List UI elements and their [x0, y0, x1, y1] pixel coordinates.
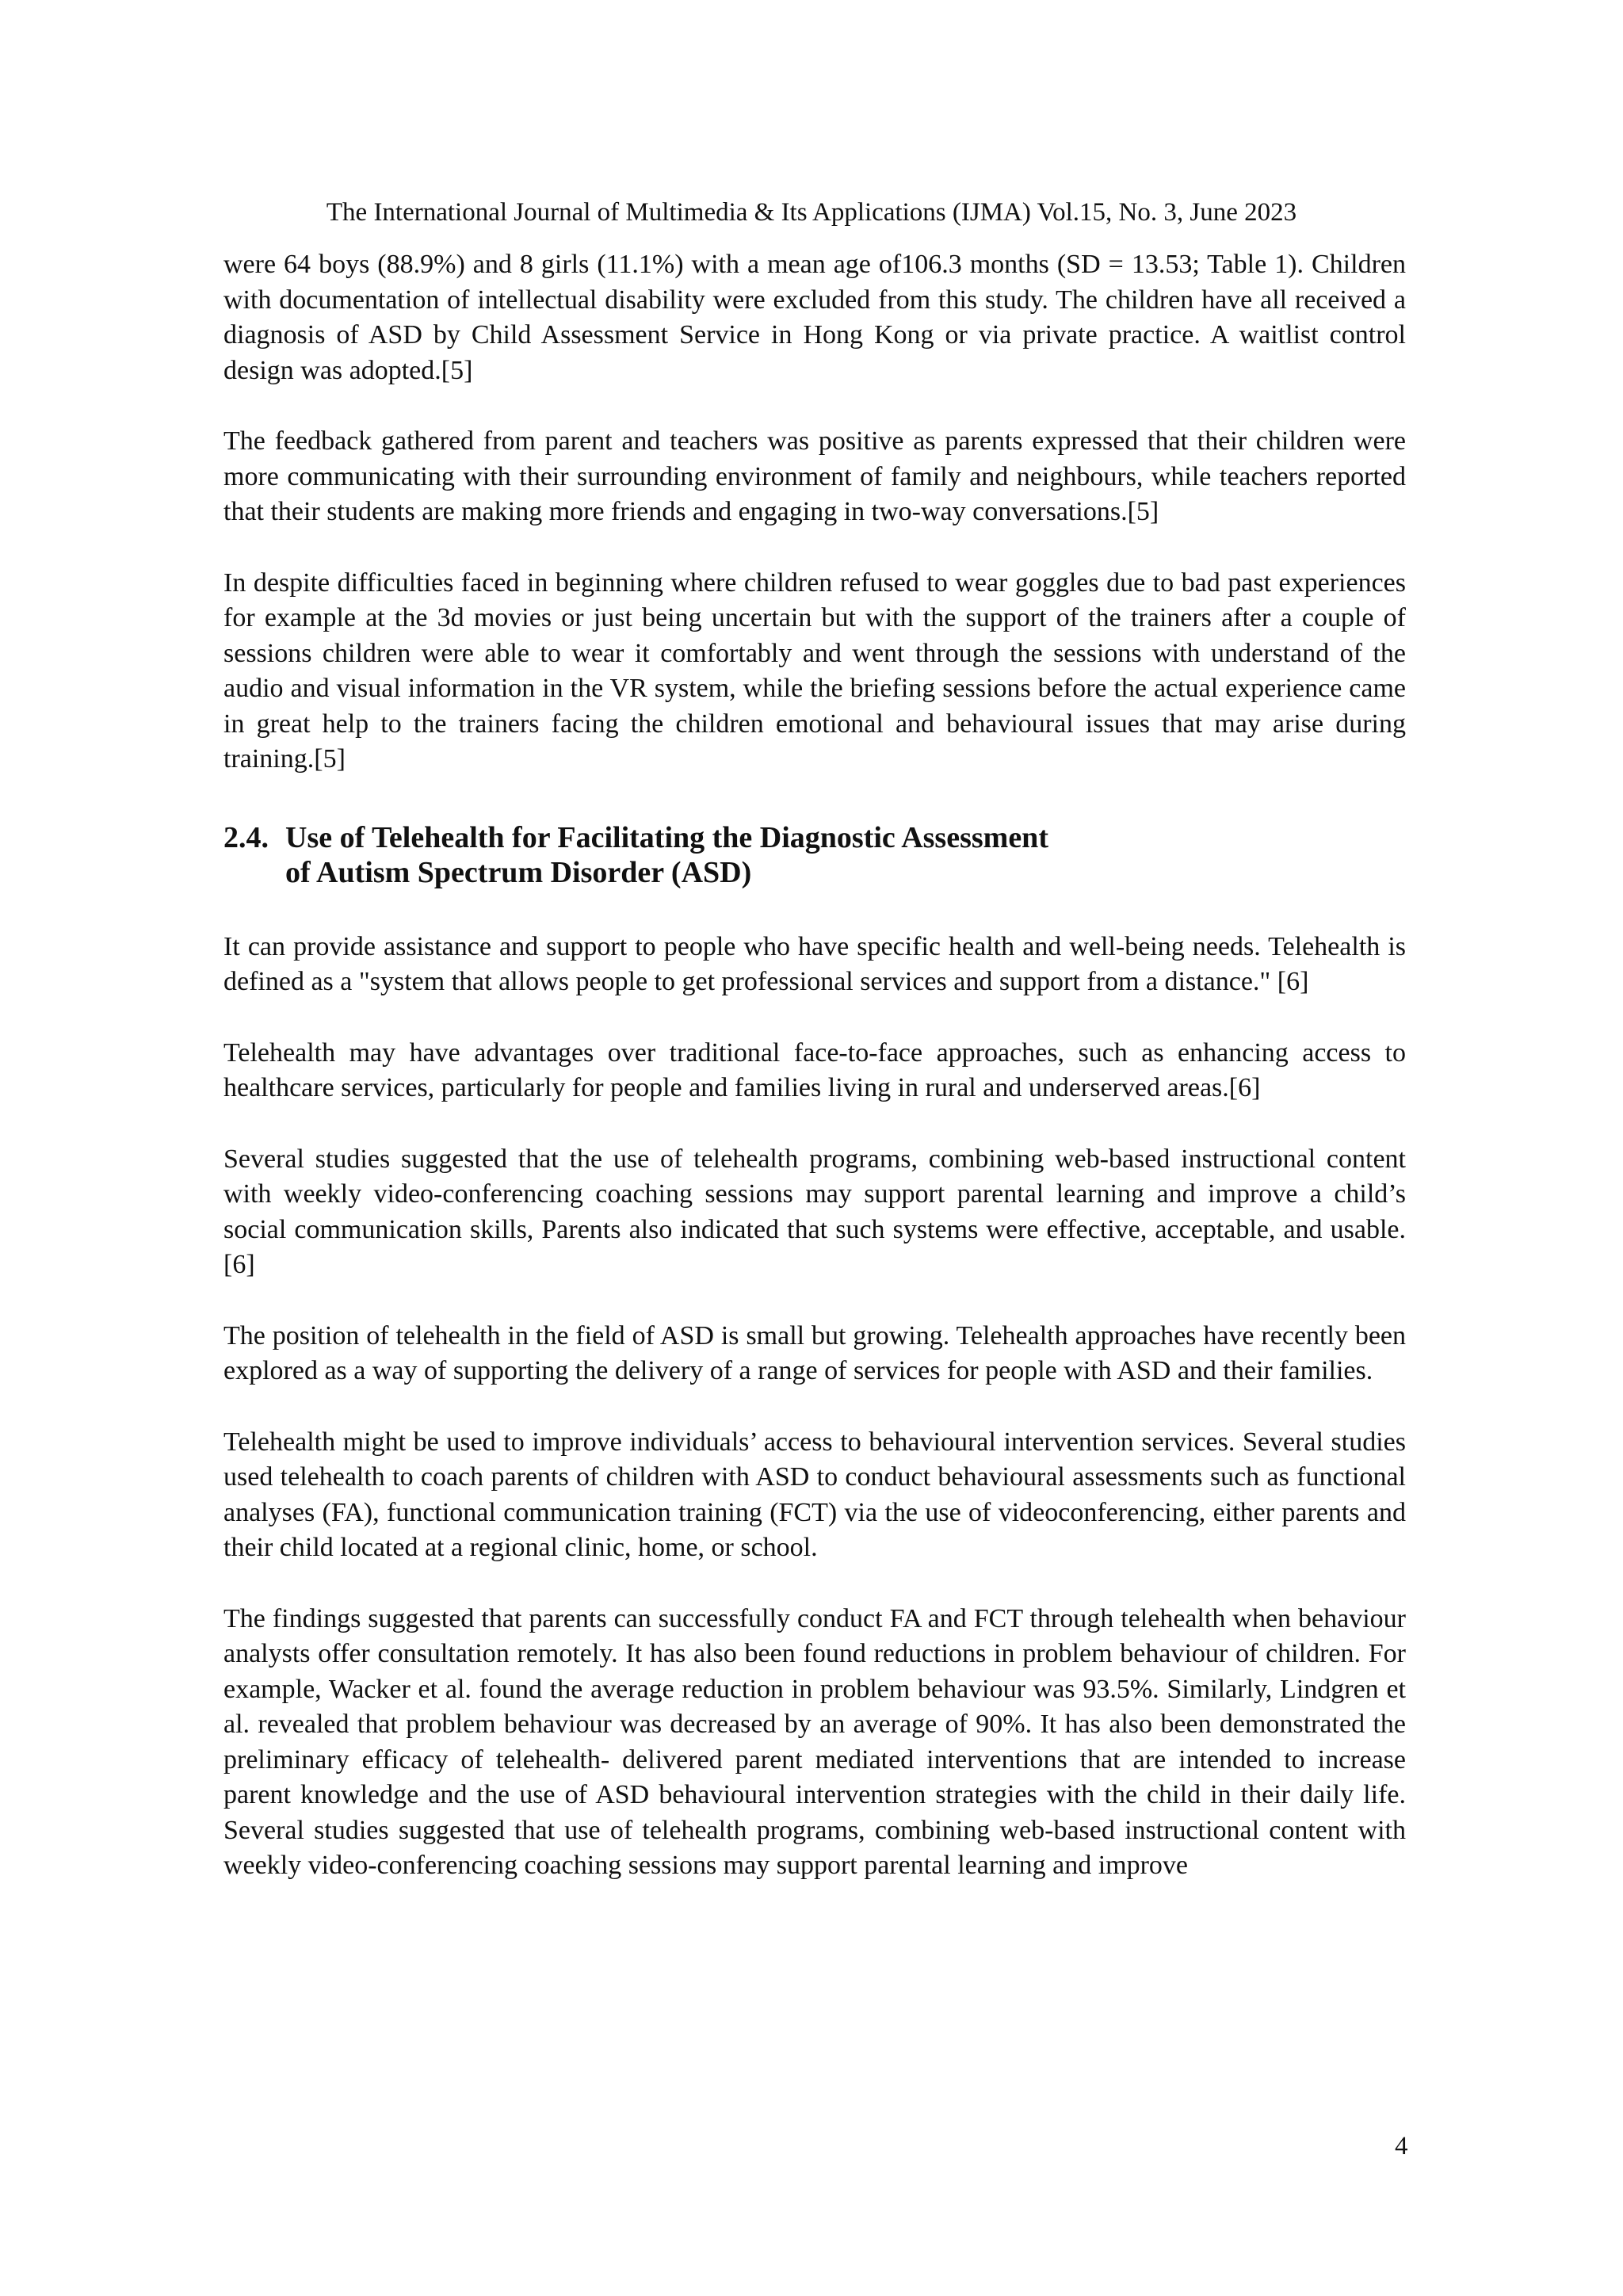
body-paragraph: Several studies suggested that the use of telehealth programs, combining web-based instructional content with weekly video-conferencing coaching sessions may support parental learning and improve a child’s social communication skills, Parents also indicated that such systems were effective, acceptable, and usable.[6] [223, 1144, 1406, 1279]
body-paragraph: were 64 boys (88.9%) and 8 girls (11.1%) with a mean age of106.3 months (SD = 13.53; Table 1). Children with documentation of intellectual disability were excluded from this study. The children have all received a diagnosis of ASD by Child Assessment Service in Hong Kong or via private practice. A waitlist control design was adopted.[5] [223, 250, 1406, 385]
section-heading [223, 820, 1406, 890]
body-paragraph: In despite difficulties faced in beginning where children refused to wear goggles due to bad past experiences for example at the 3d movies or just being uncertain but with the support of the trainers after a couple of sessions children were able to wear it comfortably and went through the sessions with understand of the audio and visual information in the VR system, while the briefing sessions before the actual experience came in great help to the trainers facing the children emotional and behavioural issues that may arise during training.[5] [223, 567, 1406, 774]
body-paragraph: The position of telehealth in the field of ASD is small but growing. Telehealth approaches have recently been explored as a way of supporting the delivery of a range of services for people with ASD and their families. [223, 1320, 1406, 1385]
body-paragraph: Telehealth might be used to improve individuals’ access to behavioural intervention services. Several studies used telehealth to coach parents of children with ASD to conduct behavioural assessments such as functional analyses (FA), functional communication training (FCT) via the use of videoconferencing, either parents and their child located at a regional clinic, home, or school. [223, 1427, 1406, 1562]
section-title: Use of Telehealth for Facilitating the Diagnostic Assessment of Autism Spectrum Disorder (ASD) [285, 820, 1048, 889]
body-paragraph: The findings suggested that parents can successfully conduct FA and FCT through telehealth when behaviour analysts offer consultation remotely. It has also been found reductions in problem behaviour of children. For example, Wacker et al. found the average reduction in problem behaviour was 93.5%. Similarly, Lindgren et al. revealed that problem behaviour was decreased by an average of 90%. It has also been demonstrated the preliminary efficacy of telehealth- delivered parent mediated interventions that are intended to increase parent knowledge and the use of ASD behavioural intervention strategies with the child in their daily life. Several studies suggested that use of telehealth programs, combining web-based instructional content with weekly video-conferencing coaching sessions may support parental learning and improve [223, 1603, 1406, 1880]
page-body [223, 247, 1406, 1884]
body-paragraph: It can provide assistance and support to people who have specific health and well-being needs. Telehealth is defined as a "system that allows people to get professional services and support from a distance." [6] [223, 931, 1406, 996]
body-paragraph: Telehealth may have advantages over traditional face-to-face approaches, such as enhancing access to healthcare services, particularly for people and families living in rural and underserved areas.[6] [223, 1037, 1406, 1102]
running-header: The International Journal of Multimedia & Its Applications (IJMA) Vol.15, No. 3, June 2023 [326, 198, 1297, 227]
section-number: 2.4. [223, 820, 269, 854]
page-number: 4 [1395, 2132, 1408, 2160]
body-paragraph: The feedback gathered from parent and teachers was positive as parents expressed that their children were more communicating with their surrounding environment of family and neighbours, while teachers reported that their students are making more friends and engaging in two-way conversations.[5] [223, 426, 1406, 526]
